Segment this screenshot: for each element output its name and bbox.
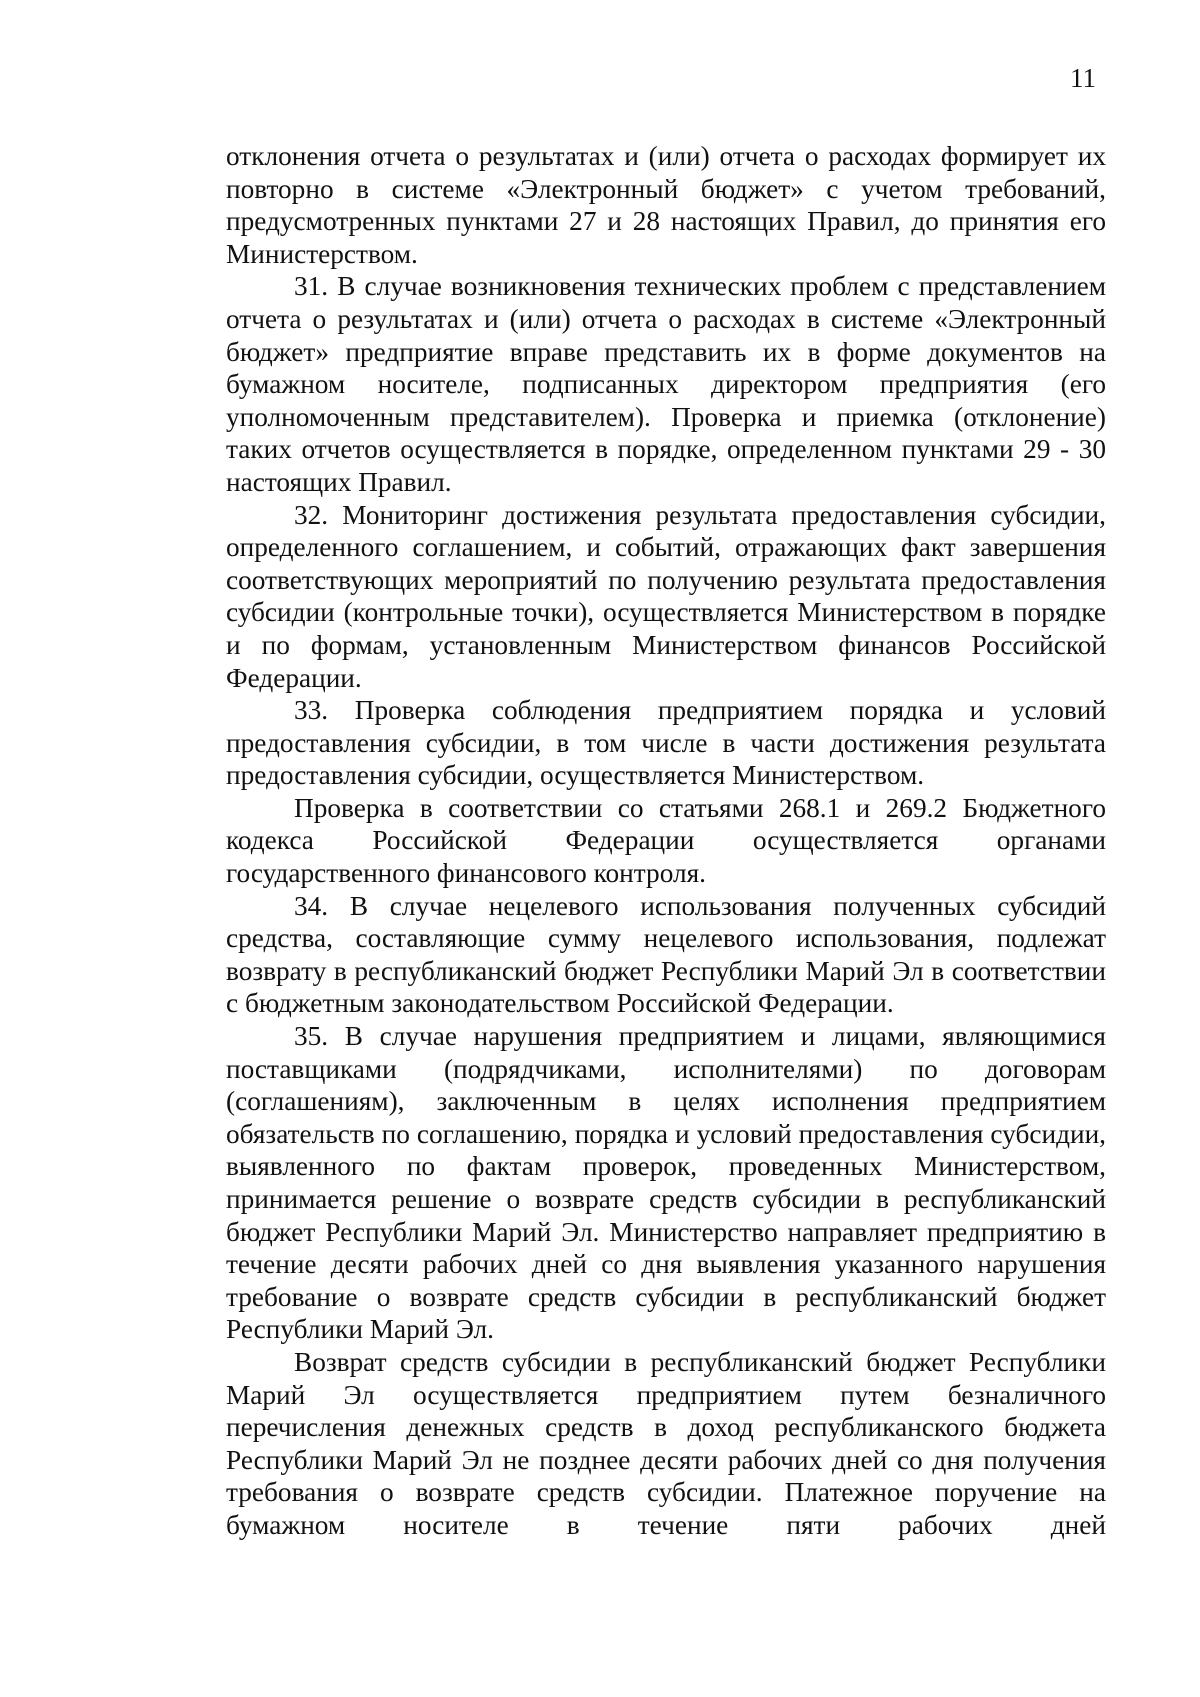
paragraph-32: 32. Мониторинг достижения результата предоставления субсидии, определенного соглашением, и событий, отражающих факт завершения соответствующих мероприятий по получению результата предоставления субсидии (контрольные точки), осуществляется Министерством в порядке и по формам, установленным Министерством финансов Российской Федерации. xyxy=(226,499,1106,693)
paragraph-33: 33. Проверка соблюдения предприятием порядка и условий предоставления субсидии, в том числе в части достижения результата предоставления субсидии, осуществляется Министерством. xyxy=(226,695,1106,791)
paragraph-34: 34. В случае нецелевого использования полученных субсидий средства, составляющие сумму нецелевого использования, подлежат возврату в республиканский бюджет Республики Марий Эл в соответствии с бюджетным законодательством Российской Федерации. xyxy=(226,890,1106,1019)
paragraph-35: 35. В случае нарушения предприятием и лицами, являющимися поставщиками (подрядчиками, исполнителями) по договорам (соглашениям), заключенным в целях исполнения предприятием обязательств по соглашению, порядка и условий предоставления субсидии, выявленного по фактам проверок, проведенных Министерством, принимается решение о возврате средств субсидии в республиканский бюджет Республики Марий Эл. Министерство направляет предприятию в течение десяти рабочих дней со дня выявления указанного нарушения требование о возврате средств субсидии в республиканский бюджет Республики Марий Эл. xyxy=(226,1021,1106,1345)
paragraph-31: 31. В случае возникновения технических проблем с представлением отчета о результатах и (или) отчета о расходах в системе «Электронный бюджет» предприятие вправе представить их в форме документов на бумажном носителе, подписанных директором предприятия (его уполномоченным представителем). Проверка и приемка (отклонение) таких отчетов осуществляется в порядке, определенном пунктами 29 - 30 настоящих Правил. xyxy=(226,271,1106,497)
paragraph-33-audit: Проверка в соответствии со статьями 268.1 и 269.2 Бюджетного кодекса Российской Федерации осуществляется органами государственного финансового контроля. xyxy=(226,792,1106,889)
paragraph-30-continuation: отклонения отчета о результатах и (или) отчета о расходах формирует их повторно в системе «Электронный бюджет» с учетом требований, предусмотренных пунктами 27 и 28 настоящих Правил, до принятия его Министерством. xyxy=(226,141,1106,269)
page-number: 11 xyxy=(1070,63,1096,93)
document-body xyxy=(226,140,1106,1542)
paragraph-35-refund: Возврат средств субсидии в республиканский бюджет Республики Марий Эл осуществляется предприятием путем безналичного перечисления денежных средств в доход республиканского бюджета Республики Марий Эл не позднее десяти рабочих дней со дня получения требования о возврате средств субсидии. Платежное поручение на бумажном носителе в течение пяти рабочих дней xyxy=(226,1346,1106,1540)
